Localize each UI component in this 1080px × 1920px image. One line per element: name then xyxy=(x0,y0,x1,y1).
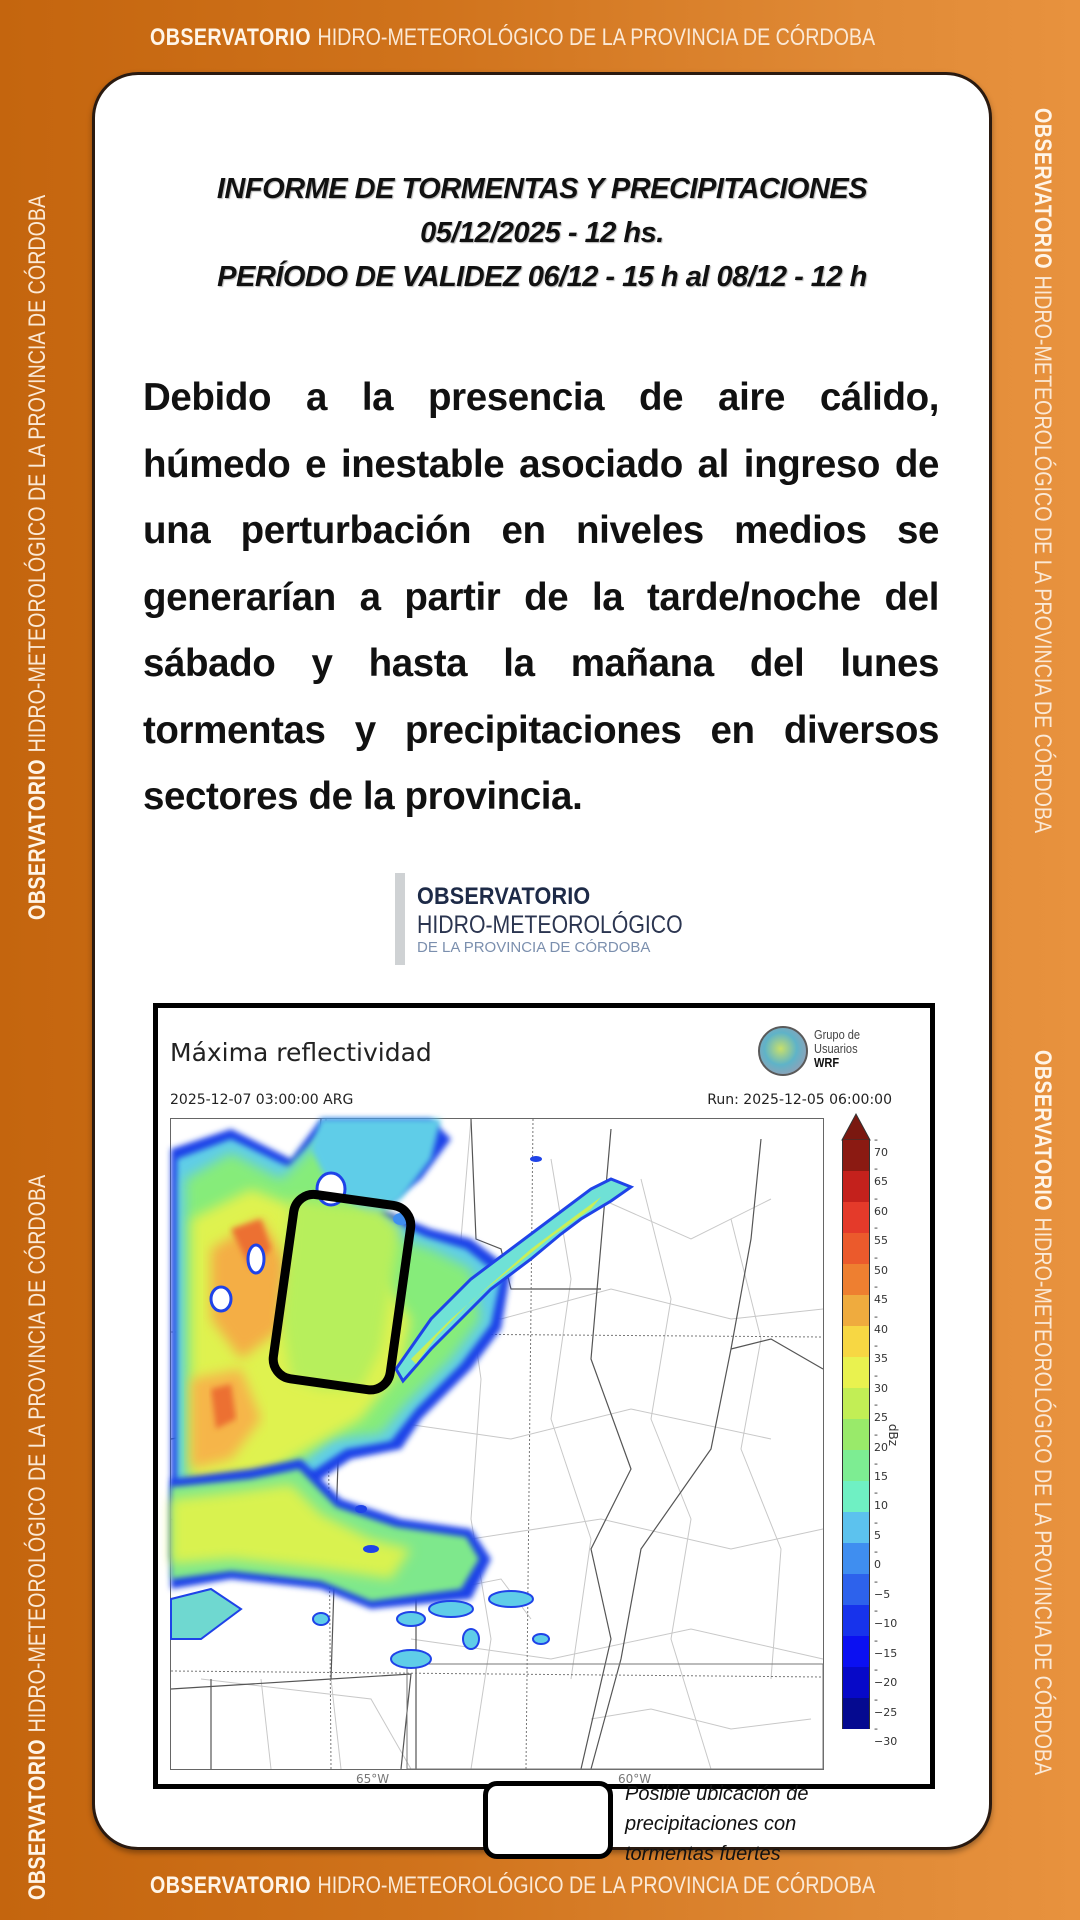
colorbar-segment xyxy=(842,1667,870,1698)
colorbar-tick: - −10 xyxy=(874,1604,898,1631)
colorbar-tick: - −20 xyxy=(874,1663,898,1690)
colorbar-segment xyxy=(842,1419,870,1450)
logo-line3: DE LA PROVINCIA DE CÓRDOBA xyxy=(417,939,651,956)
colorbar-segment xyxy=(842,1326,870,1357)
report-date: 05/12/2025 - 12 hs. xyxy=(420,217,664,249)
colorbar-segment xyxy=(842,1140,870,1171)
colorbar-tick: - 25 xyxy=(874,1398,888,1425)
colorbar-segment xyxy=(842,1636,870,1667)
colorbar-tick: - 35 xyxy=(874,1339,888,1366)
report-body: Debido a la presencia de aire cálido, húmedo e inestable asociado al ingreso de una perturbación en niveles medios se generarían a partir de la tarde/noche del sábado y hasta la mañana del lunes tormentas y precipitaciones en diversos sectores de la provincia. xyxy=(143,376,939,818)
colorbar-tick: - 45 xyxy=(874,1280,888,1307)
colorbar-tick: - 50 xyxy=(874,1250,888,1277)
colorbar-tick: - −30 xyxy=(874,1722,898,1748)
colorbar-segment xyxy=(842,1264,870,1295)
validity-period: PERÍODO DE VALIDEZ 06/12 - 15 h al 08/12 - 12 h xyxy=(217,261,867,293)
wrf-logo-line2: Usuarios xyxy=(814,1041,858,1056)
observatorio-logo xyxy=(395,873,695,963)
top-band-title: OBSERVATORIO HIDRO-METEOROLÓGICO DE LA PROVINCIA DE CÓRDOBA xyxy=(150,24,876,51)
logo-line1: OBSERVATORIO xyxy=(417,883,591,910)
colorbar-tick: - −5 xyxy=(874,1574,891,1601)
colorbar-tick: - 65 xyxy=(874,1162,888,1189)
logo-line2: HIDRO-METEOROLÓGICO xyxy=(417,911,683,939)
colorbar-tick: - 70 xyxy=(874,1133,888,1159)
wrf-logo-line1: Grupo de xyxy=(814,1027,861,1042)
colorbar-segment xyxy=(842,1450,870,1481)
colorbar-tick: - −25 xyxy=(874,1692,898,1719)
colorbar-segment xyxy=(842,1295,870,1326)
colorbar-arrow xyxy=(842,1114,872,1140)
wrf-logo-line3: WRF xyxy=(814,1055,840,1070)
colorbar-segment xyxy=(842,1233,870,1264)
chart-title: Máxima reflectividad xyxy=(170,1038,432,1067)
colorbar-unit: dBz xyxy=(886,1423,901,1447)
colorbar-segment xyxy=(842,1574,870,1605)
colorbar-segment xyxy=(842,1388,870,1419)
report-card xyxy=(92,72,992,1865)
logo-bar xyxy=(395,873,405,965)
left-band-title-2: OBSERVATORIOHIDRO-METEOROLÓGICO DE LA PROVINCIA DE CÓRDOBA xyxy=(24,1174,51,1900)
reflectivity-chart xyxy=(153,1003,935,1865)
report-header xyxy=(95,167,989,299)
map-graphic xyxy=(171,1119,823,1769)
colorbar-tick: - 60 xyxy=(874,1191,888,1218)
colorbar-tick: - 40 xyxy=(874,1309,888,1336)
wrf-logo xyxy=(758,1022,888,1078)
colorbar-segment xyxy=(842,1202,870,1233)
colorbar-tick: - 55 xyxy=(874,1221,888,1248)
colorbar-segment xyxy=(842,1512,870,1543)
lon-label-60w: 60°W xyxy=(618,1772,652,1786)
colorbar-tick: - 20 xyxy=(874,1427,888,1454)
colorbar-tick: - 30 xyxy=(874,1368,888,1395)
report-title: INFORME DE TORMENTAS Y PRECIPITACIONES xyxy=(216,173,868,205)
colorbar-tick: - 0 xyxy=(874,1545,881,1572)
colorbar-tick: - −15 xyxy=(874,1633,898,1660)
globe-icon xyxy=(758,1026,808,1076)
left-band-title: OBSERVATORIOHIDRO-METEOROLÓGICO DE LA PROVINCIA DE CÓRDOBA xyxy=(24,194,51,920)
colorbar-tick: - 10 xyxy=(874,1486,888,1513)
lon-label-65w: 65°W xyxy=(356,1772,390,1786)
colorbar-segment xyxy=(842,1171,870,1202)
right-band-title-2: OBSERVATORIOHIDRO-METEOROLÓGICO DE LA PROVINCIA DE CÓRDOBA xyxy=(1029,1050,1056,1776)
run-time: Run: 2025-12-05 06:00:00 xyxy=(707,1092,892,1108)
legend-text: Posible ubicación de precipitaciones con tormentas fuertes xyxy=(625,1783,809,1865)
colorbar-segment xyxy=(842,1481,870,1512)
colorbar-segment xyxy=(842,1543,870,1574)
bottom-band-title: OBSERVATORIO HIDRO-METEOROLÓGICO DE LA PROVINCIA DE CÓRDOBA xyxy=(150,1872,876,1899)
right-band-title: OBSERVATORIOHIDRO-METEOROLÓGICO DE LA PROVINCIA DE CÓRDOBA xyxy=(1029,108,1056,834)
legend-swatch xyxy=(483,1781,613,1859)
colorbar-segment xyxy=(842,1357,870,1388)
colorbar-tick: - 15 xyxy=(874,1456,888,1483)
colorbar-tick: - 5 xyxy=(874,1515,881,1542)
colorbar-segment xyxy=(842,1605,870,1636)
valid-time: 2025-12-07 03:00:00 ARG xyxy=(170,1092,354,1108)
colorbar-segment xyxy=(842,1698,870,1729)
